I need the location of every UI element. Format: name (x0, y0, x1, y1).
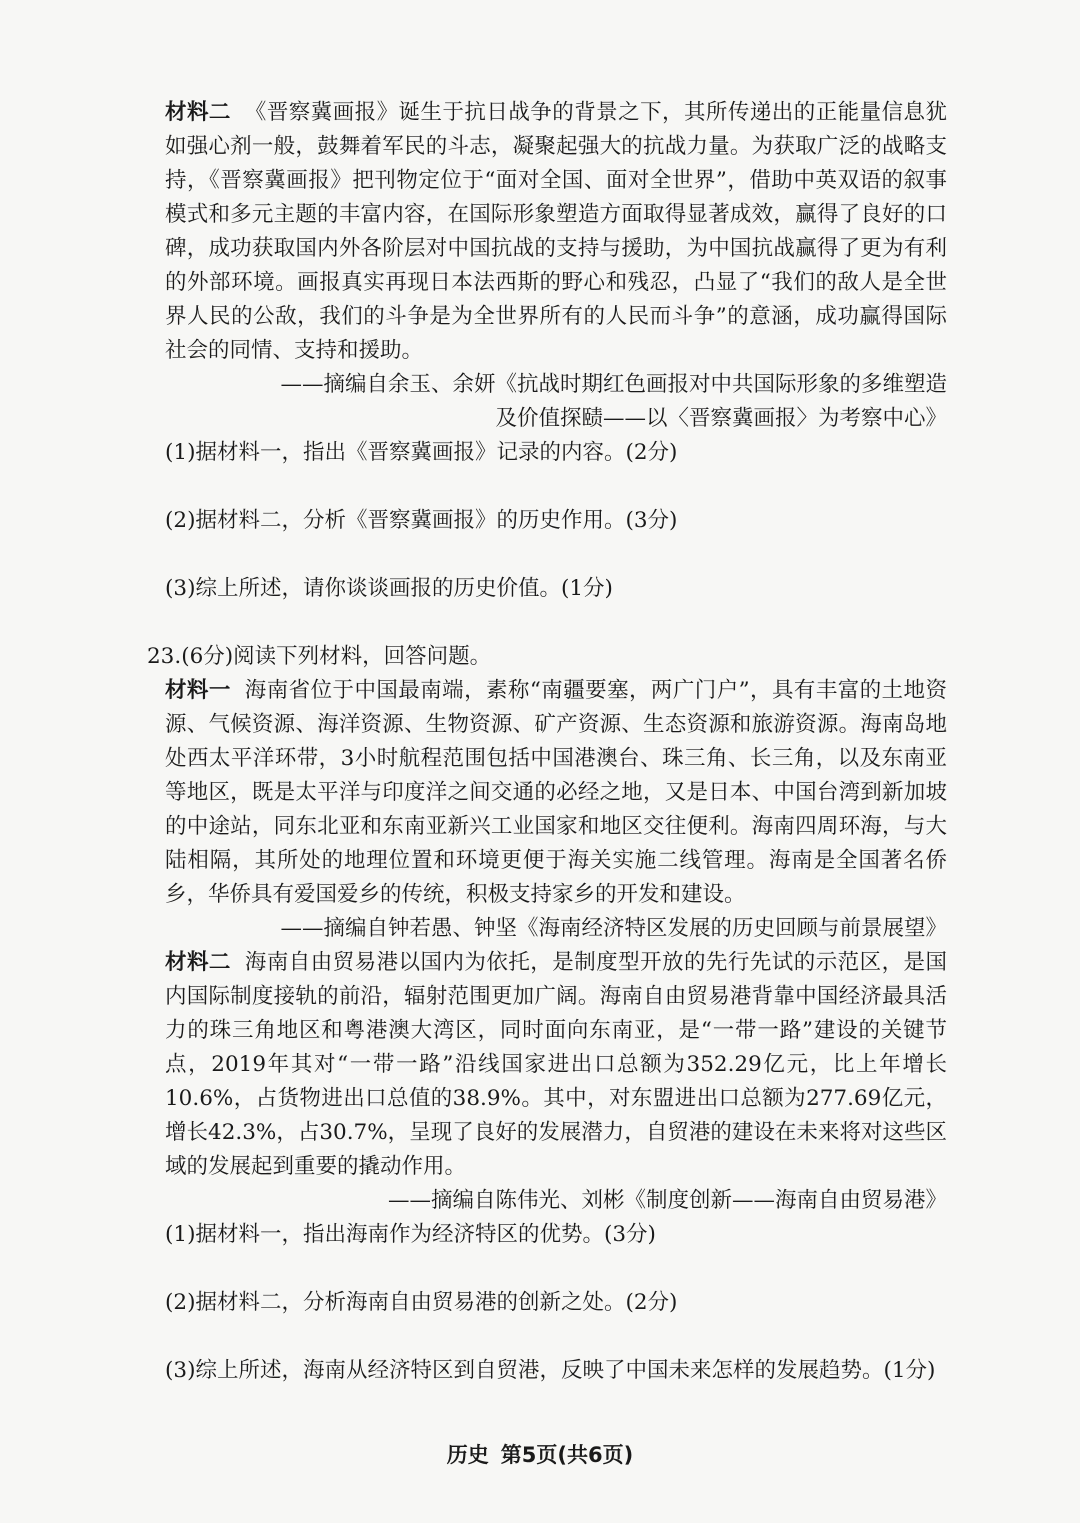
material-label: 材料二 (165, 950, 231, 975)
q23-material1 (165, 674, 947, 912)
q23-material2-source: ——摘编自陈伟光、刘彬《制度创新——海南自由贸易港》 (387, 1188, 947, 1213)
q22-material2-paragraph (165, 96, 947, 368)
q22-source-line2: 及价值探赜——以〈晋察冀画报〉为考察中心》 (495, 406, 947, 431)
material-text: 《晋察冀画报》诞生于抗日战争的背景之下，其所传递出的正能量信息犹如强心剂一般，鼓舞着军民的斗志，凝聚起强大的抗战力量。为获取广泛的战略支持，《晋察冀画报》把刊物定位于“面对全国、面对全世界”，借助中英双语的叙事模式和多元主题的丰富内容，在国际形象塑造方面取得显著成效，赢得了良好的口碑，成功获取国内外各阶层对中国抗战的支持与援助，为中国抗战赢得了更为有利的外部环境。画报真实再现日本法西斯的野心和残忍，凸显了“我们的敌人是全世界人民的公敌，我们的斗争是为全世界所有的人民而斗争”的意涵，成功赢得国际社会的同情、支持和援助。 (165, 100, 947, 363)
q22-subquestion-3: (3)综上所述，请你谈谈画报的历史价值。(1分) (165, 576, 613, 601)
q23-material2-paragraph (165, 946, 947, 1184)
q22-source-line1: ——摘编自余玉、余妍《抗战时期红色画报对中共国际形象的多维塑造 (280, 372, 947, 397)
q22-subquestion-2: (2)据材料二，分析《晋察冀画报》的历史作用。(3分) (165, 508, 678, 533)
material-text: 海南省位于中国最南端，素称“南疆要塞，两广门户”，具有丰富的土地资源、气候资源、海洋资源、生物资源、矿产资源、生态资源和旅游资源。海南岛地处西太平洋环带，3小时航程范围包括中国港澳台、珠三角、长三角，以及东南亚等地区，既是太平洋与印度洋之间交通的必经之地，又是日本、中国台湾到新加坡的中途站，同东北亚和东南亚新兴工业国家和地区交往便利。海南四周环海，与大陆相隔，其所处的地理位置和环境更便于海关实施二线管理。海南是全国著名侨乡，华侨具有爱国爱乡的传统，积极支持家乡的开发和建设。 (165, 678, 947, 907)
material-text: 海南自由贸易港以国内为依托，是制度型开放的先行先试的示范区，是国内国际制度接轨的前沿，辐射范围更加广阔。海南自由贸易港背靠中国经济最具活力的珠三角地区和粤港澳大湾区，同时面向东南亚，是“一带一路”建设的关键节点，2019年其对“一带一路”沿线国家进出口总额为352.29亿元，比上年增长10.6%，占货物进出口总值的38.9%。其中，对东盟进出口总额为277.69亿元，增长42.3%，占30.7%，呈现了良好的发展潜力，自贸港的建设在未来将对这些区域的发展起到重要的撬动作用。 (165, 950, 947, 1179)
material-label: 材料一 (165, 678, 231, 703)
q23-material2 (165, 946, 947, 1184)
q23-material1-paragraph (165, 674, 947, 912)
q22-material2 (165, 96, 947, 368)
q23-subquestion-2: (2)据材料二，分析海南自由贸易港的创新之处。(2分) (165, 1290, 678, 1315)
page-footer (0, 1440, 1080, 1470)
material-label: 材料二 (165, 100, 231, 125)
q22-subquestion-1: (1)据材料一，指出《晋察冀画报》记录的内容。(2分) (165, 440, 678, 465)
q23-subquestion-1: (1)据材料一，指出海南作为经济特区的优势。(3分) (165, 1222, 656, 1247)
footer-page-number: 第5页(共6页) (500, 1443, 634, 1467)
q23-material1-source: ——摘编自钟若愚、钟坚《海南经济特区发展的历史回顾与前景展望》 (280, 916, 947, 941)
q23-heading: 23.(6分)阅读下列材料，回答问题。 (147, 644, 492, 669)
q23-subquestion-3: (3)综上所述，海南从经济特区到自贸港，反映了中国未来怎样的发展趋势。(1分) (165, 1358, 936, 1383)
footer-subject: 历史 (446, 1443, 489, 1467)
